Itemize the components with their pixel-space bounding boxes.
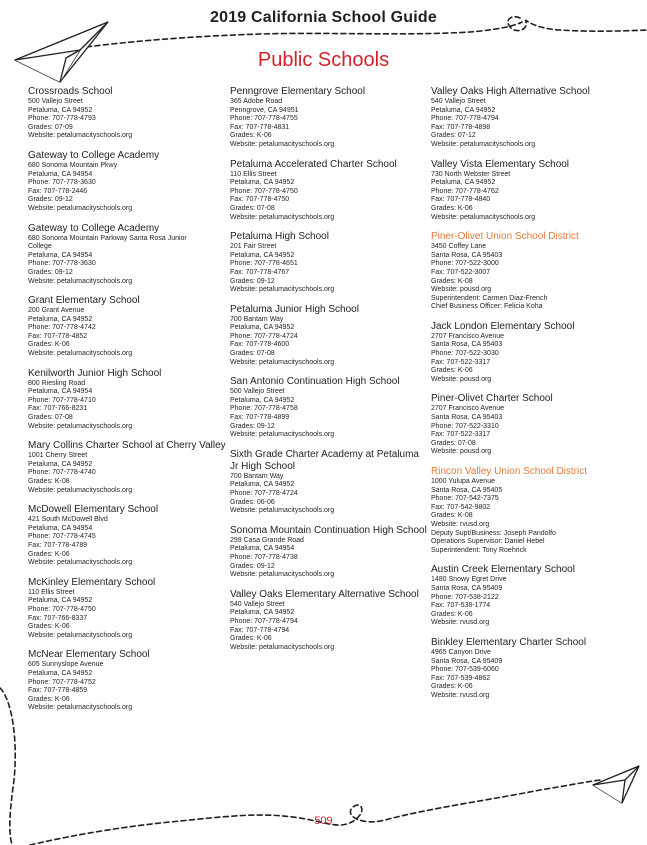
school-name: San Antonio Continuation High School: [230, 376, 400, 388]
entry-detail-line: Website: petalumacityschools.org: [28, 132, 133, 140]
entry-detail-line: Phone: 707-778-4651: [230, 260, 298, 268]
entry-detail-line: Penngrove, CA 94951: [230, 106, 299, 114]
entry-detail-line: Grades: 09-12: [230, 422, 275, 430]
entry-detail-line: Phone: 707-778-4750: [28, 605, 96, 613]
entry-detail-line: Phone: 707-539-6060: [431, 666, 499, 674]
entry-detail-line: Petaluma, CA 94954: [28, 388, 93, 396]
entry-detail-line: Grades: K-06: [230, 635, 272, 643]
entry-detail-line: Phone: 707-778-4794: [431, 115, 499, 123]
school-name: Petaluma High School: [230, 231, 329, 243]
entry-detail-line: Website: petalumacityschools.org: [28, 350, 133, 358]
entry-detail-line: Phone: 707-778-4724: [230, 490, 298, 497]
entry-detail-line: Santa Rosa, CA 95409: [431, 657, 503, 665]
entry-detail-line: Grades: 07-08: [230, 204, 275, 212]
entry-detail-line: Grades: 07-08: [28, 414, 73, 422]
entry-detail-line: Grades: K-06: [431, 367, 473, 375]
entry-detail-line: Petaluma, CA 94952: [230, 324, 295, 332]
school-entry: [28, 577, 228, 641]
entry-detail-line: Website: petalumacityschools.org: [28, 204, 133, 212]
school-entry: [230, 589, 430, 653]
entry-detail-line: Phone: 707-778-4758: [230, 405, 298, 413]
school-name: Mary Collins Charter School at Cherry Valley: [28, 440, 226, 452]
page-number: 509: [314, 815, 333, 827]
entry-detail-line: Petaluma, CA 94952: [28, 315, 93, 323]
entry-detail-line: Website: petalumacityschools.org: [230, 431, 335, 439]
district-name: Rincon Valley Union School District: [431, 466, 587, 477]
entry-detail-line: 680 Sonoma Mountain Pkwy: [28, 161, 118, 169]
entry-detail-line: 299 Casa Grande Road: [230, 536, 304, 544]
school-name: Piner-Olivet Charter School: [431, 393, 553, 405]
entry-detail-line: Fax: 707-778-4852: [28, 332, 88, 340]
entry-detail-line: Petaluma, CA 94952: [431, 106, 496, 114]
entry-detail-line: Phone: 707-522-3000: [431, 260, 499, 268]
entry-detail-line: Grades: K-06: [28, 623, 70, 631]
entry-detail-line: Grades: 09-12: [28, 268, 73, 276]
school-entry: [431, 321, 631, 385]
entry-detail-line: 540 Vallejo Street: [230, 600, 285, 608]
entry-detail-line: Petaluma, CA 94954: [28, 170, 93, 178]
school-entry: [230, 231, 430, 295]
school-name: Kenilworth Junior High School: [28, 367, 162, 379]
entry-detail-line: Fax: 707-778-4600: [230, 341, 290, 349]
entry-detail-line: Website: rvusd.org: [431, 520, 490, 528]
school-name: Valley Oaks Elementary Alternative School: [230, 588, 419, 600]
entry-detail-line: Petaluma, CA 94954: [28, 251, 93, 259]
entry-detail-line: Website: pousd.org: [431, 375, 492, 383]
school-entry: [28, 86, 228, 141]
entry-detail-line: 110 Ellis Street: [230, 170, 277, 178]
school-name: Petaluma Junior High School: [230, 303, 359, 315]
entry-detail-line: Santa Rosa, CA 95403: [431, 414, 503, 422]
entry-detail-line: 365 Adobe Road: [230, 98, 283, 105]
entry-detail-line: Superintendent: Tony Roehrick: [431, 546, 527, 554]
entry-detail-line: 4965 Canyon Drive: [431, 648, 491, 656]
entry-detail-line: Website: petalumacityschools.org: [28, 704, 133, 712]
entry-detail-line: 800 Riesling Road: [28, 379, 86, 387]
entry-detail-line: Fax: 707-539-4862: [431, 674, 491, 682]
entry-detail-line: 2707 Francisco Avenue: [431, 332, 505, 340]
entry-detail-line: Fax: 707-538-1774: [431, 602, 491, 610]
entry-detail-line: Fax: 707-778-4750: [230, 196, 290, 204]
entry-detail-line: Phone: 707-778-4740: [28, 469, 96, 477]
school-entry: [431, 564, 631, 628]
entry-detail-line: Grades: 07-12: [431, 132, 476, 140]
section-title: Public Schools: [257, 49, 390, 71]
entry-detail-line: Chief Business Officer: Felicia Koha: [431, 303, 543, 311]
school-name: Penngrove Elementary School: [230, 86, 366, 97]
entry-detail-line: Phone: 707-778-3630: [28, 260, 96, 268]
entry-detail-line: Santa Rosa, CA 95405: [431, 486, 503, 494]
entry-detail-line: 500 Vallejo Street: [28, 98, 83, 105]
entry-detail-line: 1480 Snowy Egret Drive: [431, 576, 507, 584]
entry-detail-line: Website: petalumacityschools.org: [28, 486, 133, 494]
entry-detail-line: Fax: 707-522-3317: [431, 431, 491, 439]
entry-detail-line: Petaluma, CA 94952: [230, 251, 295, 259]
entry-detail-line: Fax: 707-778-4831: [230, 123, 290, 131]
entry-detail-line: 730 North Webster Street: [431, 170, 511, 178]
entry-detail-line: Fax: 707-778-4898: [431, 123, 491, 131]
entry-detail-line: Fax: 707-778-4789: [28, 541, 88, 549]
entry-detail-line: Phone: 707-778-4724: [230, 332, 298, 340]
school-entry: [28, 223, 228, 287]
entry-detail-line: Grades: K-08: [431, 277, 473, 285]
entry-detail-line: Petaluma, CA 94954: [28, 524, 93, 532]
entry-detail-line: Phone: 707-522-3030: [431, 350, 499, 358]
entry-detail-line: Website: petalumacityschools.org: [28, 559, 133, 567]
school-entry: [431, 159, 631, 223]
entry-detail-line: Phone: 707-778-4738: [230, 553, 298, 561]
school-name: Sonoma Mountain Continuation High School: [230, 524, 427, 536]
entry-detail-line: Grades: 09-12: [230, 562, 275, 570]
entry-detail-line: Petaluma, CA 94952: [431, 179, 496, 187]
entry-detail-line: Website: petalumacityschools.org: [28, 422, 133, 430]
school-name: Gateway to College Academy: [28, 149, 160, 161]
entry-detail-line: Grades: K-06: [230, 132, 272, 140]
school-name: Valley Vista Elementary School: [431, 158, 570, 170]
entry-detail-line: Petaluma, CA 94952: [28, 106, 93, 114]
entry-detail-line: 3450 Coffey Lane: [431, 243, 487, 251]
entry-detail-line: Grades: K-06: [28, 695, 70, 703]
entry-detail-line: 2707 Francisco Avenue: [431, 405, 505, 413]
entry-detail-line: 110 Ellis Street: [28, 588, 75, 596]
directory-column-2: [230, 86, 430, 661]
entry-detail-line: Grades: 07-08: [230, 350, 275, 358]
school-entry: [431, 393, 631, 457]
entry-detail-line: Fax: 707-522-3007: [431, 268, 491, 276]
entry-detail-line: Petaluma, CA 94952: [230, 396, 295, 404]
entry-detail-line: Phone: 707-778-4755: [230, 115, 298, 123]
entry-detail-line: Fax: 707-766-8231: [28, 405, 88, 413]
entry-detail-line: Website: rvusd.org: [431, 691, 490, 699]
entry-detail-line: Petaluma, CA 94954: [230, 545, 295, 553]
entry-detail-line: Grades: 07-09: [28, 123, 73, 131]
entry-detail-line: Superintendent: Carmen Diaz-French: [431, 294, 548, 302]
entry-detail-line: Website: petalumacityschools.org: [230, 643, 335, 651]
entry-detail-line: Phone: 707-778-4745: [28, 533, 96, 541]
entry-detail-line: Santa Rosa, CA 95409: [431, 584, 503, 592]
school-name: Valley Oaks High Alternative School: [431, 86, 590, 97]
school-entry: [28, 295, 228, 359]
school-entry: [28, 150, 228, 214]
entry-detail-line: College: [28, 243, 52, 251]
entry-detail-line: Phone: 707-538-2122: [431, 593, 499, 601]
entry-detail-line: Santa Rosa, CA 95403: [431, 251, 503, 259]
school-entry: [431, 86, 631, 150]
entry-detail-line: Website: pousd.org: [431, 286, 492, 294]
school-name: McNear Elementary School: [28, 649, 150, 661]
entry-detail-line: 1001 Cherry Street: [28, 452, 88, 460]
entry-detail-line: Website: rvusd.org: [431, 619, 490, 627]
entry-detail-line: Fax: 707-778-4767: [230, 268, 290, 276]
entry-detail-line: 1000 Yulupa Avenue: [431, 478, 495, 485]
entry-detail-line: Deputy Supt/Business: Joseph Pandolfo: [431, 529, 556, 537]
entry-detail-line: Grades: K-08: [28, 478, 70, 485]
entry-detail-line: Fax: 707-522-3317: [431, 358, 491, 366]
entry-detail-line: Phone: 707-778-4752: [28, 678, 96, 686]
district-entry: [431, 231, 631, 312]
entry-detail-line: Grades: 06-06: [230, 498, 275, 506]
entry-detail-line: Fax: 707-778-4840: [431, 196, 491, 204]
entry-detail-line: 200 Grant Avenue: [28, 307, 85, 315]
paper-airplane-icon-bottom-right: [593, 766, 639, 803]
entry-detail-line: Website: petalumacityschools.org: [28, 631, 133, 639]
entry-detail-line: Phone: 707-522-3310: [431, 422, 499, 430]
entry-detail-line: Phone: 707-778-4710: [28, 396, 96, 404]
school-name: Grant Elementary School: [28, 295, 140, 307]
entry-detail-line: Operations Supervisor: Daniel Hebel: [431, 538, 545, 546]
entry-detail-line: Grades: K-06: [431, 683, 473, 691]
school-entry: [230, 525, 430, 580]
school-name: Jack London Elementary School: [431, 320, 575, 332]
school-entry: [28, 440, 228, 495]
entry-detail-line: 540 Vallejo Street: [431, 98, 486, 105]
entry-detail-line: Website: petalumacityschools.org: [230, 358, 335, 366]
entry-detail-line: Website: petalumacityschools.org: [431, 140, 536, 148]
directory-column-3: [431, 86, 631, 709]
entry-detail-line: Petaluma, CA 94952: [230, 179, 295, 187]
entry-detail-line: 500 Vallejo Street: [230, 388, 285, 396]
school-entry: [230, 376, 430, 440]
school-entry: [230, 86, 430, 150]
entry-detail-line: 201 Fair Street: [230, 243, 277, 251]
school-entry: [28, 368, 228, 432]
school-name: Binkley Elementary Charter School: [431, 636, 587, 648]
school-name: Crossroads School: [28, 86, 113, 97]
entry-detail-line: Fax: 707-778-4899: [230, 414, 290, 422]
school-entry: [230, 304, 430, 368]
entry-detail-line: 605 Sunnyslope Avenue: [28, 661, 104, 669]
entry-detail-line: Petaluma, CA 94952: [28, 669, 93, 677]
entry-detail-line: Petaluma, CA 94952: [230, 481, 295, 489]
entry-detail-line: Website: petalumacityschools.org: [230, 571, 335, 579]
entry-detail-line: Grades: K-06: [28, 550, 70, 558]
entry-detail-line: Fax: 707-766-8337: [28, 614, 88, 622]
entry-detail-line: Website: petalumacityschools.org: [230, 286, 335, 294]
entry-detail-line: Grades: K-06: [431, 204, 473, 212]
entry-detail-line: Fax: 707-542-9802: [431, 503, 491, 511]
directory-column-1: [28, 86, 228, 722]
entry-detail-line: Phone: 707-778-4793: [28, 115, 96, 123]
school-name: Gateway to College Academy: [28, 222, 160, 234]
entry-detail-line: Website: petalumacityschools.org: [230, 140, 335, 148]
school-name: Austin Creek Elementary School: [431, 564, 575, 576]
entry-detail-line: Grades: 07-08: [431, 439, 476, 447]
entry-detail-line: Phone: 707-778-4742: [28, 324, 96, 332]
district-name: Piner-Olivet Union School District: [431, 231, 579, 243]
entry-detail-line: Website: pousd.org: [431, 448, 492, 456]
entry-detail-line: Website: petalumacityschools.org: [431, 213, 536, 221]
school-entry: [28, 649, 228, 713]
entry-detail-line: Fax: 707-778-2446: [28, 187, 88, 195]
entry-detail-line: Phone: 707-542-7375: [431, 495, 499, 503]
guide-title: 2019 California School Guide: [210, 9, 437, 26]
school-name: Sixth Grade Charter Academy at Petaluma Jr High School: [230, 448, 419, 472]
entry-detail-line: 421 South McDowell Blvd: [28, 516, 108, 524]
entry-detail-line: Santa Rosa, CA 95403: [431, 341, 503, 349]
entry-detail-line: Petaluma, CA 94952: [28, 460, 93, 468]
school-name: McDowell Elementary School: [28, 504, 159, 516]
entry-detail-line: Fax: 707-778-4794: [230, 626, 290, 634]
entry-detail-line: Website: petalumacityschools.org: [28, 277, 133, 285]
entry-detail-line: 700 Bantam Way: [230, 315, 284, 323]
entry-detail-line: Website: petalumacityschools.org: [230, 507, 335, 515]
entry-detail-line: Grades: K-06: [28, 341, 70, 349]
school-entry: [230, 449, 430, 516]
entry-detail-line: Website: petalumacityschools.org: [230, 213, 335, 221]
entry-detail-line: Phone: 707-778-4794: [230, 617, 298, 625]
entry-detail-line: Phone: 707-778-4750: [230, 187, 298, 195]
school-name: Petaluma Accelerated Charter School: [230, 158, 397, 170]
entry-detail-line: 700 Bantam Way: [230, 472, 284, 480]
school-entry: [230, 159, 430, 223]
entry-detail-line: Grades: K-08: [431, 512, 473, 520]
entry-detail-line: Grades: 09-12: [230, 277, 275, 285]
entry-detail-line: Grades: 09-12: [28, 196, 73, 204]
entry-detail-line: Phone: 707-778-3630: [28, 179, 96, 187]
entry-detail-line: Petaluma, CA 94952: [230, 609, 295, 617]
school-entry: [431, 637, 631, 701]
district-entry: [431, 466, 631, 555]
entry-detail-line: Fax: 707-778-4859: [28, 687, 88, 695]
entry-detail-line: 680 Sonoma Mountain Parkway Santa Rosa Junior: [28, 234, 187, 242]
school-entry: [28, 504, 228, 568]
entry-detail-line: Grades: K-06: [431, 610, 473, 618]
entry-detail-line: Phone: 707-778-4762: [431, 187, 499, 195]
entry-detail-line: Petaluma, CA 94952: [28, 597, 93, 605]
school-name: McKinley Elementary School: [28, 576, 156, 588]
